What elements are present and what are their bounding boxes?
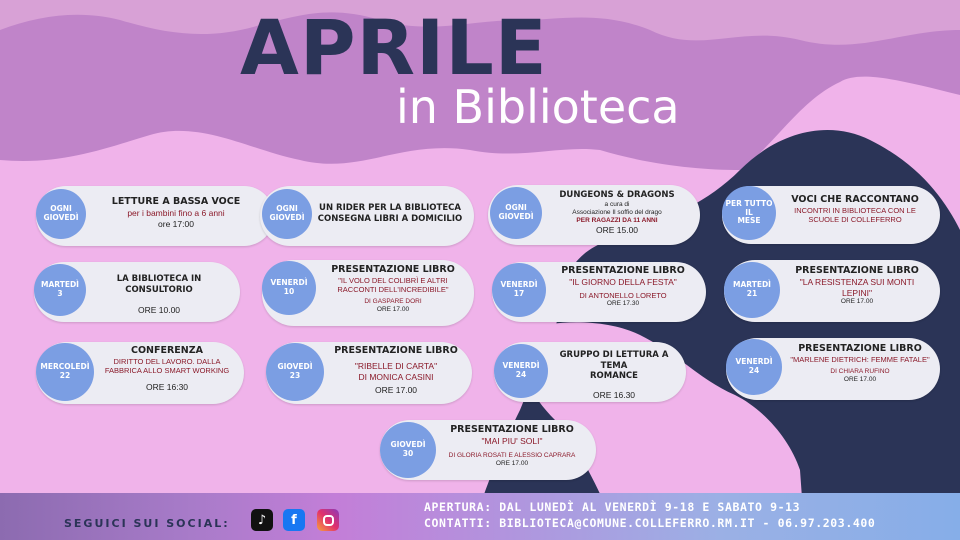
event-title: PRESENTAZIONE LIBRO: [798, 343, 922, 354]
event-title: VOCI CHE RACCONTANO: [791, 194, 919, 205]
event-author: DI GLORIA ROSATI E ALESSIO CAPRARA: [448, 451, 576, 459]
event-description: "IL VOLO DEL COLIBRÌ E ALTRI: [338, 275, 448, 285]
event-description-line2: SCUOLE DI COLLEFERRO: [808, 215, 902, 225]
event-title: LA BIBLIOTECA IN CONSULTORIO: [116, 274, 202, 295]
event-time: ORE 17.00: [376, 305, 410, 313]
event-content: [432, 424, 592, 468]
event-content: [546, 265, 700, 308]
event-description: "IL GIORNO DELLA FESTA": [569, 276, 677, 287]
event-content: [86, 274, 232, 316]
contact-info: CONTATTI: BIBLIOTECA@COMUNE.COLLEFERRO.RM.IT - 06.97.203.400: [424, 516, 876, 530]
event-time: ORE 17.30: [606, 299, 640, 307]
event-audience: PER RAGAZZI DA 11 ANNI: [576, 216, 658, 224]
event-description-line2: FABBRICA ALLO SMART WORKING: [104, 366, 230, 376]
event-date-badge: OGNI GIOVEDÌ: [490, 187, 542, 239]
event-author: DI GASPARE DORI: [364, 297, 422, 305]
event-date-badge: GIOVEDÌ 23: [266, 343, 324, 401]
page-title: APRILE: [240, 3, 548, 92]
event-title: PRESENTAZIONE LIBRO: [334, 345, 458, 356]
event-title-line2: CONSEGNA LIBRI A DOMICILIO: [317, 213, 463, 224]
event-time: ORE 15.00: [595, 225, 639, 235]
event-date-badge: MERCOLEDÌ 22: [36, 343, 94, 401]
event-description: DIRITTO DEL LAVORO. DALLA: [113, 356, 221, 366]
event-title: CONFERENZA: [131, 345, 203, 356]
event-time: ORE 16:30: [145, 381, 189, 392]
event-title: PRESENTAZIONE LIBRO: [450, 424, 574, 435]
event-description: "MAI PIU' SOLI": [481, 435, 543, 446]
event-content: [782, 343, 938, 385]
event-content: [316, 264, 470, 314]
opening-hours: APERTURA: DAL LUNEDÌ AL VENERDÌ 9-18 E SABATO 9-13: [424, 500, 801, 514]
event-content: [548, 350, 680, 401]
event-time: ORE 10.00: [137, 305, 181, 316]
event-time: ORE 16.30: [592, 389, 636, 400]
event-date-badge: VENERDÌ 24: [494, 344, 548, 398]
event-time: ore 17:00: [158, 218, 194, 229]
event-author: DI ANTONELLO LORETO: [579, 290, 667, 300]
event-content: [312, 203, 468, 224]
event-title: PRESENTAZIONE LIBRO: [795, 265, 919, 276]
event-description: "RIBELLE DI CARTA": [354, 360, 438, 371]
event-description: "LA RESISTENZA SUI MONTI: [799, 276, 915, 287]
event-content: [780, 265, 934, 306]
event-description-line2: RACCONTI DELL'INCREDIBILE": [337, 285, 449, 295]
event-description: per i bambini fino a 6 anni: [127, 207, 225, 218]
event-content: [542, 190, 692, 236]
event-subtext: a cura di: [604, 200, 630, 208]
event-description: INCONTRI IN BIBLIOTECA CON LE: [794, 205, 916, 215]
event-description: "MARLENE DIETRICH: FEMME FATALE": [790, 354, 930, 364]
facebook-icon[interactable]: f: [283, 509, 305, 531]
event-title: GRUPPO DI LETTURA A TEMA: [559, 350, 669, 371]
event-author: DI MONICA CASINI: [358, 371, 434, 382]
event-content: [86, 196, 266, 229]
social-label: SEGUICI SUI SOCIAL:: [64, 517, 230, 530]
event-date-badge: OGNI GIOVEDÌ: [36, 189, 86, 239]
event-description-line2: LEPINI": [842, 287, 872, 298]
event-date-badge: OGNI GIOVEDÌ: [262, 189, 312, 239]
event-date-badge: PER TUTTO IL MESE: [722, 186, 776, 240]
event-title: PRESENTAZIONE LIBRO: [561, 265, 685, 276]
event-title: PRESENTAZIONE LIBRO: [331, 264, 455, 275]
event-content: [94, 345, 240, 392]
event-date-badge: VENERDÌ 24: [726, 339, 782, 395]
event-content: [324, 345, 468, 396]
event-title: UN RIDER PER LA BIBLIOTECA: [319, 203, 461, 213]
event-time: ORE 17.00: [843, 376, 877, 384]
event-date-badge: VENERDÌ 17: [492, 263, 546, 317]
event-time: ORE 17.00: [374, 385, 418, 396]
event-date-badge: MARTEDÌ 3: [34, 264, 86, 316]
event-date-badge: VENERDÌ 10: [262, 261, 316, 315]
event-date-badge: GIOVEDÌ 30: [380, 422, 436, 478]
page-subtitle: in Biblioteca: [396, 80, 680, 134]
instagram-icon[interactable]: [317, 509, 339, 531]
event-subtext: Associazione Il soffio del drago: [572, 208, 662, 216]
event-title: DUNGEONS & DRAGONS: [559, 190, 675, 200]
tiktok-icon[interactable]: ♪: [251, 509, 273, 531]
event-content: [776, 194, 934, 225]
event-time: ORE 17.00: [495, 459, 529, 467]
event-author: DI CHIARA RUFINO: [830, 368, 890, 376]
event-title: LETTURE A BASSA VOCE: [111, 196, 241, 207]
event-title-line2: ROMANCE: [590, 371, 638, 382]
event-date-badge: MARTEDÌ 21: [724, 262, 780, 318]
event-time: ORE 17.00: [840, 298, 874, 306]
